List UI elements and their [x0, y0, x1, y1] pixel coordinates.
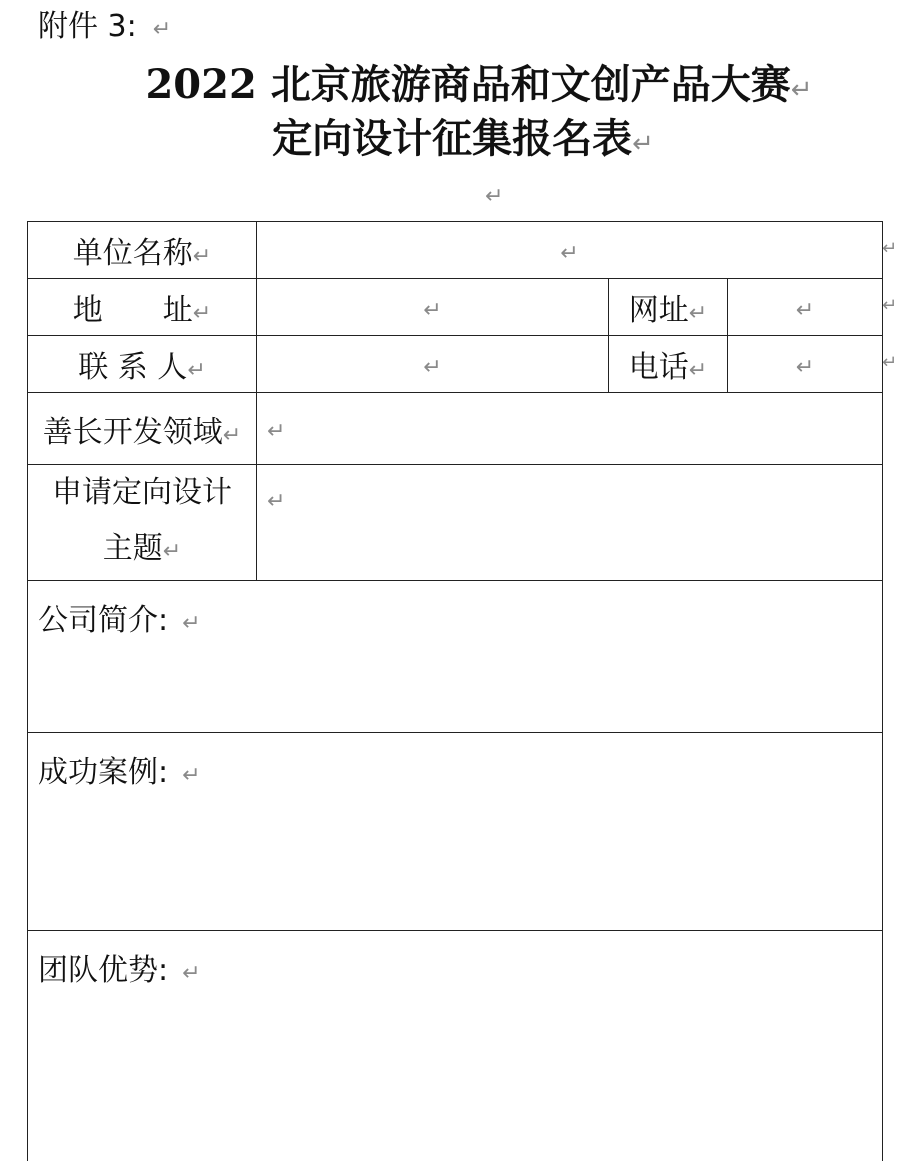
website-label-cell — [609, 279, 728, 336]
paragraph-mark: ↵ — [182, 961, 201, 986]
table-row — [28, 222, 883, 279]
title-line-2 — [0, 114, 918, 169]
company-name-label-cell — [28, 222, 257, 279]
attachment-text: 附件 3: — [38, 9, 137, 44]
paragraph-mark: ↵ — [423, 297, 442, 323]
table-row — [28, 733, 883, 931]
contact-field[interactable] — [257, 336, 609, 393]
table-row — [28, 279, 883, 336]
row-end-mark: ↵ — [882, 352, 898, 373]
paragraph-mark: ↵ — [485, 184, 504, 209]
success-cases-field[interactable] — [28, 733, 883, 931]
theme-label-line-1: 申请定向设计 — [52, 475, 232, 510]
paragraph-mark: ↵ — [688, 301, 708, 326]
attachment-label — [38, 8, 171, 49]
contact-label-cell — [28, 336, 257, 393]
website-label: 网址 — [628, 293, 689, 328]
phone-field[interactable] — [728, 336, 883, 393]
company-intro-label: 公司简介: — [38, 603, 169, 638]
theme-label-line-2: 主题 — [102, 531, 163, 566]
paragraph-mark: ↵ — [192, 301, 212, 326]
paragraph-mark: ↵ — [423, 354, 442, 380]
title-line-1 — [0, 60, 918, 115]
company-intro-field[interactable] — [28, 581, 883, 733]
website-field[interactable] — [728, 279, 883, 336]
paragraph-mark: ↵ — [688, 358, 708, 383]
registration-form-table — [27, 221, 883, 1161]
row-end-mark: ↵ — [882, 238, 898, 259]
table-row — [28, 465, 883, 581]
table-row — [28, 336, 883, 393]
row-end-mark: ↵ — [882, 295, 898, 316]
contact-label: 联 系 人 — [78, 350, 188, 385]
paragraph-mark: ↵ — [187, 358, 206, 383]
address-label: 地 址 — [72, 293, 193, 328]
theme-field[interactable] — [257, 465, 883, 581]
paragraph-mark: ↵ — [560, 240, 579, 266]
paragraph-mark: ↵ — [192, 244, 212, 269]
table-row — [28, 393, 883, 465]
paragraph-mark: ↵ — [182, 611, 201, 636]
paragraph-mark: ↵ — [267, 419, 286, 444]
title-text-1: 2022 北京旅游商品和文创产品大赛 — [145, 61, 791, 108]
title-text-2: 定向设计征集报名表 — [272, 115, 633, 162]
paragraph-mark: ↵ — [632, 129, 654, 159]
table-row — [28, 581, 883, 733]
paragraph-mark: ↵ — [182, 763, 201, 788]
expertise-field[interactable] — [257, 393, 883, 465]
team-advantage-label: 团队优势: — [38, 953, 169, 988]
table-row — [28, 931, 883, 1161]
company-name-field[interactable] — [257, 222, 883, 279]
paragraph-mark: ↵ — [795, 297, 815, 323]
paragraph-mark: ↵ — [267, 489, 286, 514]
paragraph-mark: ↵ — [795, 354, 815, 380]
team-advantage-field[interactable] — [28, 931, 883, 1161]
paragraph-mark: ↵ — [222, 422, 242, 448]
expertise-label: 善长开发领域 — [42, 414, 223, 450]
success-cases-label: 成功案例: — [38, 755, 169, 790]
paragraph-mark: ↵ — [162, 539, 182, 564]
theme-label-cell — [28, 465, 257, 581]
address-label-cell — [28, 279, 257, 336]
paragraph-mark: ↵ — [152, 17, 172, 42]
address-field[interactable] — [257, 279, 609, 336]
phone-label-cell — [609, 336, 728, 393]
phone-label: 电话 — [628, 350, 689, 385]
company-name-label: 单位名称 — [72, 236, 193, 271]
paragraph-mark: ↵ — [790, 75, 813, 105]
expertise-label-cell — [28, 393, 257, 465]
